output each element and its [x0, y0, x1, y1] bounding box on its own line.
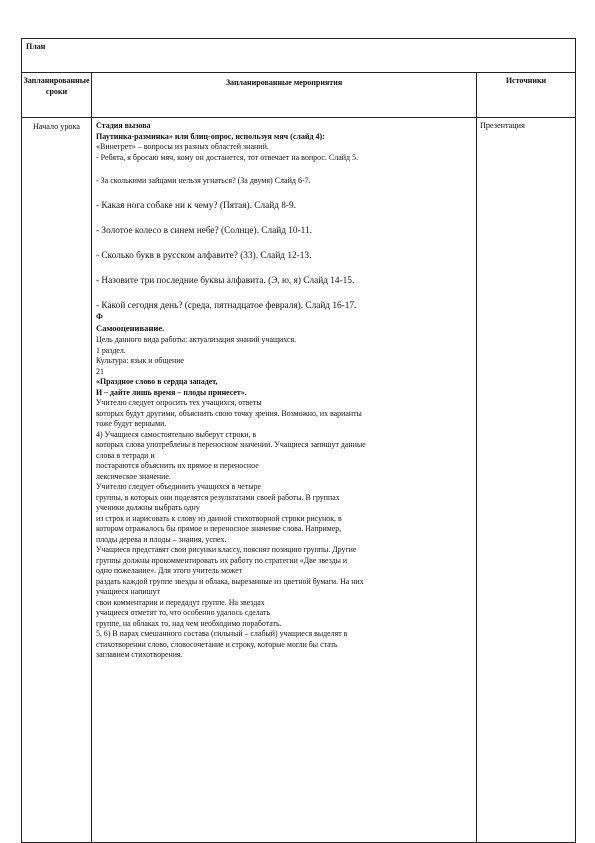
question-5: - Назовите три последние буквы алфавита. (Э, ю, я) Слайд 14-15. [96, 275, 355, 286]
plan-label: План [22, 39, 576, 73]
para-line-18: раздать каждой группе звезды и облака, вырезанные из цветной бумаги. На них [96, 576, 364, 586]
para-line-3: тоже будут верными. [96, 419, 167, 429]
warmup-title: Паутинка-разминка» или блиц-опрос, используя мяч (слайд 4): [96, 131, 325, 141]
question-3: - Золотое колесо в синем небе? (Солнце). Слайд 10-11. [96, 225, 312, 236]
para-line-19: учащиеся напишут [96, 587, 161, 597]
lesson-plan-table [21, 38, 576, 843]
para-line-22: группе, на облаках то, над чем необходимо поработать. [96, 618, 282, 628]
para-line-10: группы, в которых они поделятся результатами своей работы. В группах [96, 492, 340, 502]
para-line-16: группы должны прокомментировать их работу по стратегии «Две звезды и [96, 555, 348, 565]
para-line-24: стихотворении слово, словосочетание и строку, которые могли бы стать [96, 639, 338, 649]
section-text: 1 раздел. [96, 345, 126, 355]
para-line-8: лексическое значение. [96, 471, 171, 481]
question-6: - Какой сегодня день? (среда, пятнадцатое февраля). Слайд 16-17. [96, 300, 357, 311]
activities-cell [92, 118, 477, 843]
para-line-13: котором отражалось бы прямое и переносное значение слова. Например, [96, 524, 342, 534]
header-planned-time: Запланированные сроки [22, 73, 92, 118]
source-cell: Презентация [477, 118, 576, 843]
para-line-6: слова в тетради и [96, 450, 155, 460]
para-line-5: которых слова употреблены в переносном значении. Учащиеся запишут данные [96, 440, 366, 450]
culture-text: Культура: язык и общение [96, 356, 184, 366]
para-line-7: постараются объяснить их прямое и переносное [96, 461, 259, 471]
intro-text: - Ребята, я бросаю мяч, кому он достанется, тот отвечает на вопрос. Слайд 5. [96, 152, 359, 162]
goal-text: Цель данного вида работы: актуализация знаний учащихся. [96, 335, 297, 345]
question-2: - Какая нога собаке ни к чему? (Пятая). Слайд 8-9. [96, 200, 297, 211]
para-line-23: 5, 6) В парах смешанного состава (сильный – слабый) учащиеся выделят в [96, 629, 348, 639]
vinegret-text: «Винегрет» – вопросы из разных областей знаний. [96, 142, 269, 152]
lesson-row [22, 118, 576, 843]
para-line-12: из строк и нарисовать к слову из данной стихотворной строки рисунок, в [96, 513, 342, 523]
para-line-25: заглавием стихотворения. [96, 650, 183, 660]
stage-title: Стадия вызова [96, 121, 151, 130]
para-line-9: Учителю следует объединить учащихся в четыре [96, 482, 261, 492]
header-row [22, 73, 576, 118]
para-line-1: Учителю следует опросить тех учащихся, ответы [96, 398, 262, 408]
para-line-20: свои комментарии и передадут группе. На звездах [96, 597, 265, 607]
self-assessment-title: Самооценивание. [96, 322, 165, 333]
para-line-14: плоды дерева и плоды – знания, успех. [96, 534, 227, 544]
lesson-time: Начало урока [22, 118, 92, 843]
para-line-17: одно пожелание». Для этого учитель может [96, 566, 243, 576]
question-4: - Сколько букв в русском алфавите? (33). Слайд 12-13. [96, 250, 312, 261]
poem-line-1: «Праздное слово в сердца западет, [96, 377, 218, 387]
para-line-11: ученики должны выбрать одну [96, 503, 200, 513]
header-planned-activities: Запланированные мероприятия [92, 73, 477, 118]
para-line-15: Учащиеся представят свои рисунки классу, пояснят позицию группы. Другие [96, 545, 357, 555]
poem-line-2: И – дайте лишь время – плоды принесет». [96, 387, 247, 397]
header-sources: Источники [477, 73, 576, 118]
para-line-4: 4) Учащиеся самостоятельно выберут строки, в [96, 429, 257, 439]
para-line-2: которых будут другими, объяснить свою точку зрения. Возможно, их варианты [96, 408, 362, 418]
question-1: - За сколькими зайцами нельзя угнаться? (За двумя) Слайд 6-7. [96, 176, 311, 186]
number-text: 21 [96, 366, 104, 376]
phi-label: Ф [96, 311, 103, 321]
para-line-21: учащиеся отметят то, что особенно удалось сделать [96, 608, 271, 618]
plan-row [22, 39, 576, 73]
